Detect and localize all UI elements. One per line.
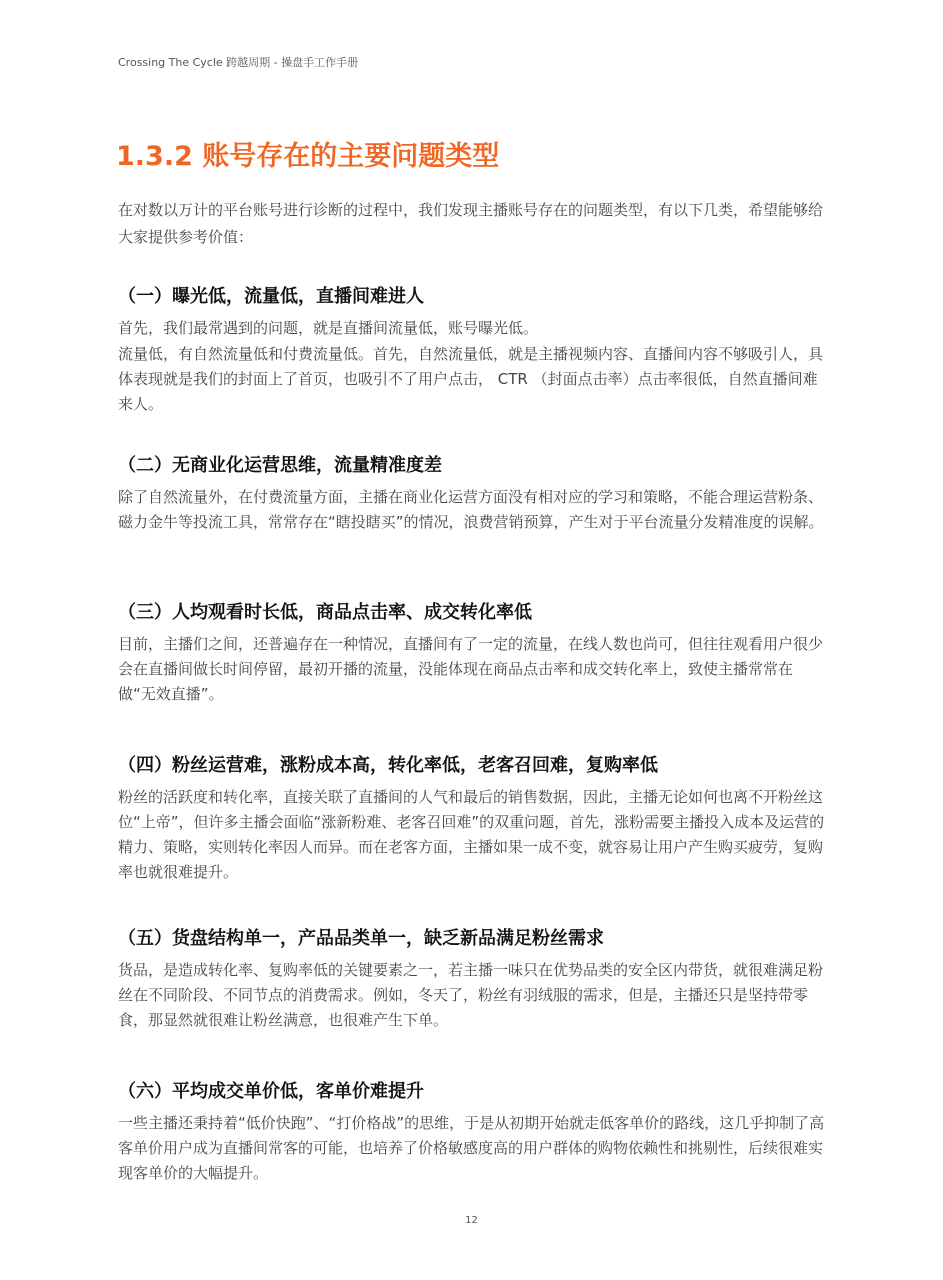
problem-paragraph: 首先，我们最常遇到的问题，就是直播间流量低，账号曝光低。 [118,319,539,337]
problem-section-4 [118,751,826,885]
section-title: 1.3.2 账号存在的主要问题类型 [116,141,500,172]
problem-heading-1: （一）曝光低，流量低，直播间难进人 [118,286,424,307]
problem-paragraph: 目前，主播们之间，还普遍存在一种情况，直播间有了一定的流量，在线人数也尚可，但往往观看用户很少会在直播间做长时间停留，最初开播的流量，没能体现在商品点击率和成交转化率上，致使主播常常在做“无效直播”。 [118,635,824,703]
problem-heading-4: （四）粉丝运营难，涨粉成本高，转化率低，老客召回难，复购率低 [118,755,658,776]
problem-paragraph: 流量低，有自然流量低和付费流量低。首先，自然流量低，就是主播视频内容、直播间内容不够吸引人，具体表现就是我们的封面上了首页，也吸引不了用户点击， CTR （封面点击率）点击率很低，自然直播间难来人。 [118,345,824,413]
problem-section-5 [118,924,826,1033]
problem-paragraph: 一些主播还秉持着“低价快跑”、“打价格战”的思维，于是从初期开始就走低客单价的路线，这几乎抑制了高客单价用户成为直播间常客的可能，也培养了价格敏感度高的用户群体的购物依赖性和挑剔性，后续很难实现客单价的大幅提升。 [118,1114,825,1182]
problem-section-1 [118,282,826,417]
problem-heading-3: （三）人均观看时长低，商品点击率、成交转化率低 [118,602,532,623]
problem-section-3 [118,598,826,707]
problem-section-2 [118,451,826,535]
page-number: 12 [465,1215,478,1226]
running-header: Crossing The Cycle 跨越周期 - 操盘手工作手册 [118,56,359,69]
problem-heading-5: （五）货盘结构单一，产品品类单一，缺乏新品满足粉丝需求 [118,928,604,949]
problem-paragraph: 货品，是造成转化率、复购率低的关键要素之一，若主播一味只在优势品类的安全区内带货，就很难满足粉丝在不同阶段、不同节点的消费需求。例如，冬天了，粉丝有羽绒服的需求，但是，主播还只是坚持带零食，那显然就很难让粉丝满意，也很难产生下单。 [118,961,824,1029]
problem-paragraph: 除了自然流量外，在付费流量方面，主播在商业化运营方面没有相对应的学习和策略，不能合理运营粉条、磁力金牛等投流工具，常常存在“瞎投瞎买”的情况，浪费营销预算，产生对于平台流量分发精准度的误解。 [118,488,824,531]
problem-heading-6: （六）平均成交单价低，客单价难提升 [118,1081,424,1102]
problem-section-6 [118,1077,826,1186]
intro-paragraph: 在对数以万计的平台账号进行诊断的过程中，我们发现主播账号存在的问题类型，有以下几类，希望能够给大家提供参考价值： [118,201,824,246]
problem-paragraph: 粉丝的活跃度和转化率，直接关联了直播间的人气和最后的销售数据，因此，主播无论如何也离不开粉丝这位“上帝”，但许多主播会面临“涨新粉难、老客召回难”的双重问题，首先，涨粉需要主播投入成本及运营的精力、策略，实则转化率因人而异。而在老客方面，主播如果一成不变，就容易让用户产生购买疲劳，复购率也就很难提升。 [118,788,825,881]
problem-heading-2: （二）无商业化运营思维，流量精准度差 [118,455,442,476]
